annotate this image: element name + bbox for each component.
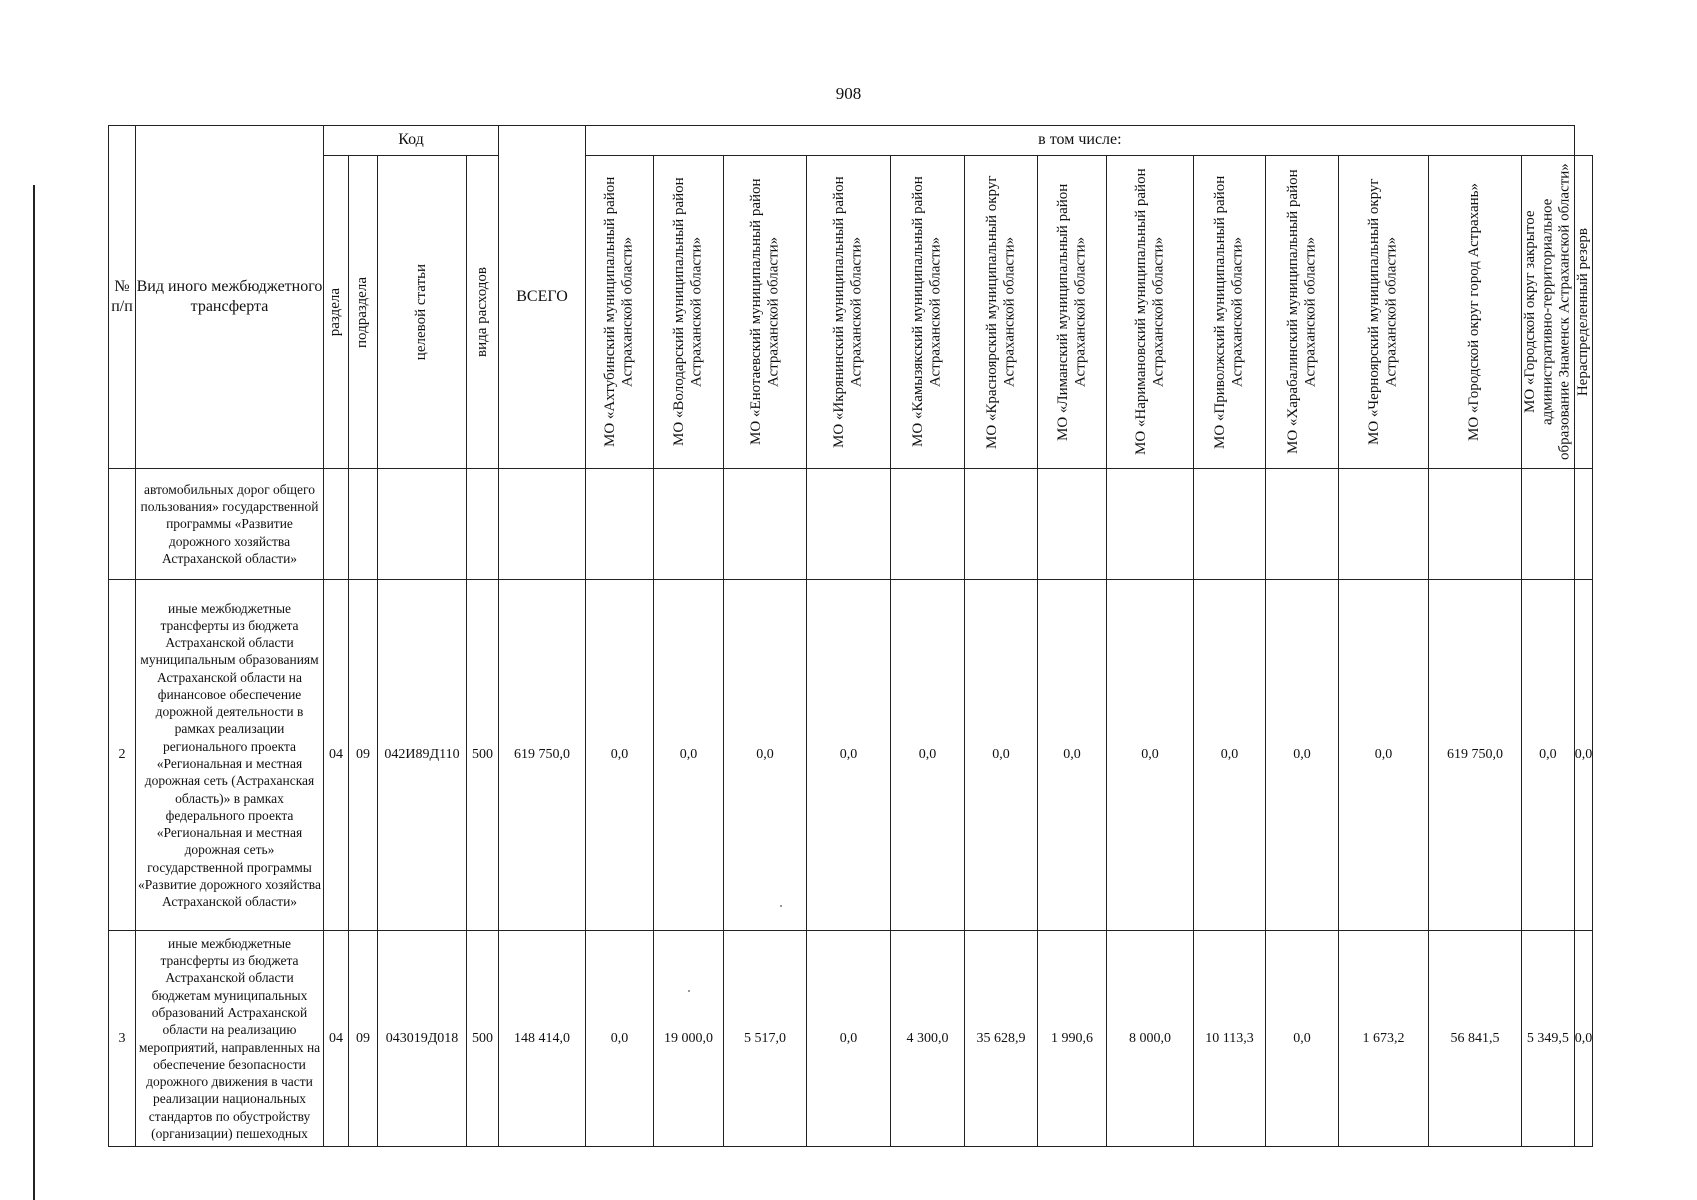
- municipality-header: МО «Харабалинский муниципальный район Астраханской области»: [1266, 156, 1339, 469]
- transfer-name: иные межбюджетные трансферты из бюджета Астраханской области бюджетам муниципальных образований Астраханской области на реализацию мероприятий, направленных на обеспечение безопасности дорожного движения в части реализации национальных стандартов по обустройству (организации) пешеходных: [136, 931, 324, 1147]
- municipality-header: МО «Володарский муниципальный район Астраханской области»: [654, 156, 724, 469]
- code-col-razdel: раздела: [324, 156, 349, 469]
- municipality-value: [1038, 469, 1107, 580]
- municipality-header: МО «Енотаевский муниципальный район Астраханской области»: [724, 156, 807, 469]
- transfers-table: [108, 125, 1593, 1147]
- transfer-type-header: Вид иного межбюджетного трансферта: [136, 126, 324, 469]
- municipality-value: 0,0: [1339, 580, 1429, 931]
- municipality-value: [724, 469, 807, 580]
- municipality-header: МО «Приволжский муниципальный район Астраханской области»: [1194, 156, 1266, 469]
- reserve-value: 0,0: [1574, 580, 1593, 931]
- municipality-value: [1429, 469, 1522, 580]
- section-code: 04: [324, 931, 349, 1147]
- municipality-value: 19 000,0: [654, 931, 724, 1147]
- total-value: 619 750,0: [499, 580, 586, 931]
- municipality-value: 0,0: [1522, 580, 1575, 931]
- reserve-header: Нераспределенный резерв: [1574, 156, 1593, 469]
- total-header: ВСЕГО: [499, 126, 586, 469]
- code-col-target: целевой статьи: [378, 156, 467, 469]
- municipality-header: МО «Ахтубинский муниципальный район Астраханской области»: [586, 156, 654, 469]
- municipality-value: 0,0: [724, 580, 807, 931]
- municipality-value: 0,0: [891, 580, 965, 931]
- code-col-podrazdel: подраздела: [349, 156, 378, 469]
- municipality-value: 0,0: [1194, 580, 1266, 931]
- municipality-value: 8 000,0: [1107, 931, 1194, 1147]
- municipality-value: 0,0: [807, 580, 891, 931]
- municipality-value: [1266, 469, 1339, 580]
- table-row: [109, 469, 1593, 580]
- including-header: в том числе:: [586, 126, 1575, 156]
- municipality-value: 5 517,0: [724, 931, 807, 1147]
- target-article-code: [378, 469, 467, 580]
- code-header: Код: [324, 126, 499, 156]
- municipality-header: МО «Икрянинский муниципальный район Астраханской области»: [807, 156, 891, 469]
- municipality-value: [807, 469, 891, 580]
- municipality-value: 4 300,0: [891, 931, 965, 1147]
- reserve-value: 0,0: [1574, 931, 1593, 1147]
- section-code: 04: [324, 580, 349, 931]
- reserve-value: [1574, 469, 1593, 580]
- expense-type-code: 500: [467, 580, 499, 931]
- transfer-name: автомобильных дорог общего пользования» государственной программы «Развитие дорожного хозяйства Астраханской области»: [136, 469, 324, 580]
- municipality-value: [1522, 469, 1575, 580]
- page-number: 908: [835, 84, 862, 103]
- municipality-value: 0,0: [807, 931, 891, 1147]
- subsection-code: 09: [349, 931, 378, 1147]
- expense-type-code: [467, 469, 499, 580]
- municipality-header: МО «Черноярский муниципальный округ Астраханской области»: [1339, 156, 1429, 469]
- municipality-value: 0,0: [586, 931, 654, 1147]
- row-number: [109, 469, 136, 580]
- code-col-expense-type: вида расходов: [467, 156, 499, 469]
- municipality-value: [586, 469, 654, 580]
- municipality-header: МО «Городской округ город Астрахань»: [1429, 156, 1522, 469]
- num-header: № п/п: [109, 126, 136, 469]
- subsection-code: [349, 469, 378, 580]
- municipality-value: 0,0: [654, 580, 724, 931]
- municipality-value: [1194, 469, 1266, 580]
- municipality-value: 0,0: [586, 580, 654, 931]
- municipality-value: [891, 469, 965, 580]
- municipality-value: [965, 469, 1038, 580]
- total-value: [499, 469, 586, 580]
- subsection-code: 09: [349, 580, 378, 931]
- municipality-value: 35 628,9: [965, 931, 1038, 1147]
- target-article-code: 042И89Д110: [378, 580, 467, 931]
- municipality-header: МО «Наримановский муниципальный район Астраханской области»: [1107, 156, 1194, 469]
- municipality-value: [654, 469, 724, 580]
- municipality-value: 1 990,6: [1038, 931, 1107, 1147]
- municipality-value: 0,0: [1107, 580, 1194, 931]
- municipality-value: 5 349,5: [1522, 931, 1575, 1147]
- municipality-value: 56 841,5: [1429, 931, 1522, 1147]
- table-row: [109, 931, 1593, 1147]
- municipality-value: 0,0: [1266, 931, 1339, 1147]
- municipality-value: 0,0: [965, 580, 1038, 931]
- municipality-value: 1 673,2: [1339, 931, 1429, 1147]
- municipality-value: 10 113,3: [1194, 931, 1266, 1147]
- expense-type-code: 500: [467, 931, 499, 1147]
- transfer-name: иные межбюджетные трансферты из бюджета Астраханской области муниципальным образованиям Астраханской области на финансовое обеспечение дорожной деятельности в рамках реализации регионального проекта «Региональная и местная дорожная сеть (Астраханская область)» в рамках федерального проекта «Региональная и местная дорожная сеть» государственной программы «Развитие дорожного хозяйства Астраханской области»: [136, 580, 324, 931]
- municipality-value: [1339, 469, 1429, 580]
- municipality-header: МО «Красноярский муниципальный округ Астраханской области»: [965, 156, 1038, 469]
- section-code: [324, 469, 349, 580]
- municipality-value: 619 750,0: [1429, 580, 1522, 931]
- row-number: 3: [109, 931, 136, 1147]
- municipality-header: МО «Камызякский муниципальный район Астраханской области»: [891, 156, 965, 469]
- municipality-header: МО «Городской округ закрытое административно-территориальное образование Знаменск Астраханской области»: [1522, 156, 1575, 469]
- municipality-value: 0,0: [1038, 580, 1107, 931]
- municipality-value: 0,0: [1266, 580, 1339, 931]
- target-article-code: 043019Д018: [378, 931, 467, 1147]
- total-value: 148 414,0: [499, 931, 586, 1147]
- municipality-value: [1107, 469, 1194, 580]
- municipality-header: МО «Лиманский муниципальный район Астраханской области»: [1038, 156, 1107, 469]
- scan-edge-line: [33, 185, 35, 1200]
- row-number: 2: [109, 580, 136, 931]
- table-row: [109, 580, 1593, 931]
